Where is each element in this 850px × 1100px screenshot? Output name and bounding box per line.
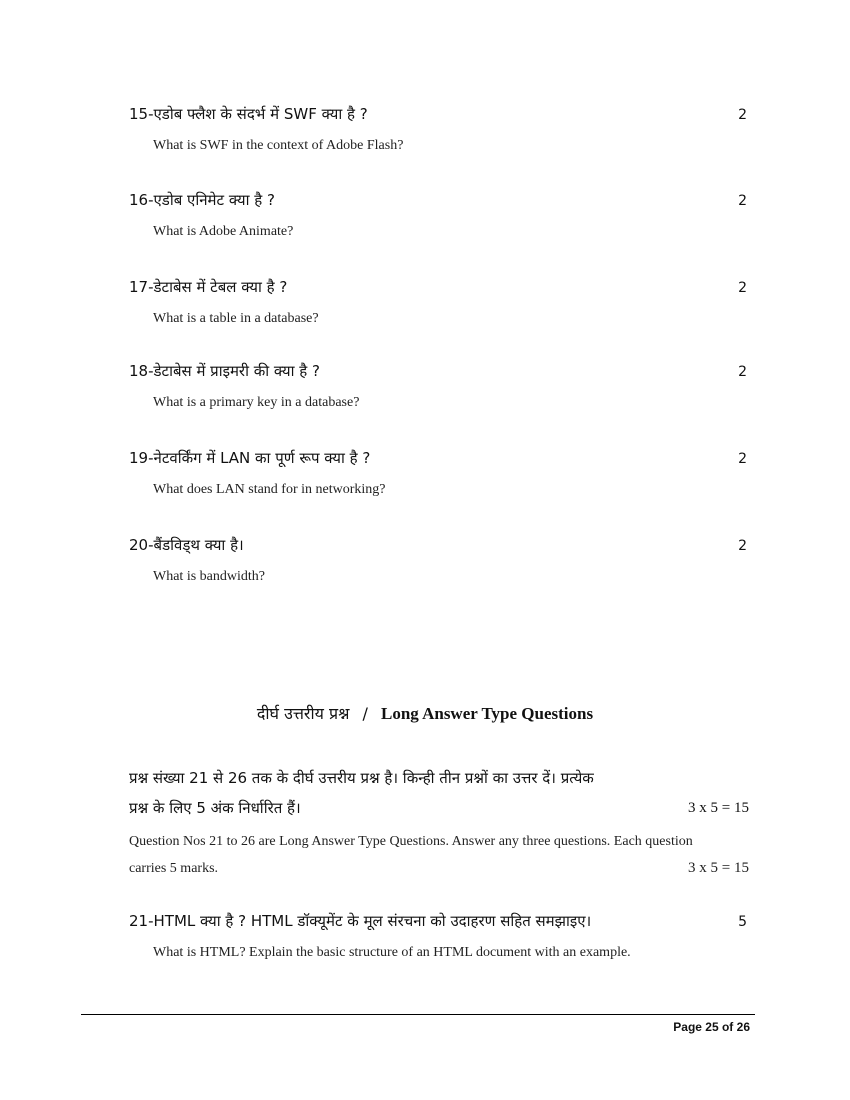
footer-rule xyxy=(81,1014,755,1015)
section-title-separator: / xyxy=(362,704,368,723)
question-marks: 2 xyxy=(738,364,747,380)
instructions-english-line1: Question Nos 21 to 26 are Long Answer Type Questions. Answer any three questions. Each question xyxy=(129,834,693,849)
question-hindi: 18-डेटाबेस में प्राइमरी की क्या है ? xyxy=(129,362,320,380)
question-hindi: 17-डेटाबेस में टेबल क्या है ? xyxy=(129,278,288,296)
question-hindi: 15-एडोब फ्लैश के संदर्भ में SWF क्या है ? xyxy=(129,105,368,123)
question-15 xyxy=(129,104,749,154)
question-marks: 2 xyxy=(738,451,747,467)
question-english: What is SWF in the context of Adobe Flash? xyxy=(153,138,404,153)
question-english: What does LAN stand for in networking? xyxy=(153,482,386,497)
instructions-hindi-line1: प्रश्न संख्या 21 से 26 तक के दीर्घ उत्तरीय प्रश्न है। किन्ही तीन प्रश्नों का उत्तर दें। प्रत्येक xyxy=(129,769,594,787)
question-marks: 2 xyxy=(738,538,747,554)
question-marks: 2 xyxy=(738,193,747,209)
question-english: What is a primary key in a database? xyxy=(153,395,360,410)
question-english: What is bandwidth? xyxy=(153,569,265,584)
question-hindi: 19-नेटवर्किंग में LAN का पूर्ण रूप क्या है ? xyxy=(129,449,371,467)
question-hindi: 20-बैंडविड्थ क्या है। xyxy=(129,536,244,554)
question-hindi: 16-एडोब एनिमेट क्या है ? xyxy=(129,191,275,209)
question-17 xyxy=(129,277,749,327)
section-title-english: Long Answer Type Questions xyxy=(380,704,594,723)
question-english: What is a table in a database? xyxy=(153,311,319,326)
question-18 xyxy=(129,361,749,411)
page-number: Page 25 of 26 xyxy=(673,1020,750,1034)
section-heading xyxy=(0,702,850,724)
question-marks: 5 xyxy=(738,914,747,930)
question-marks: 2 xyxy=(738,280,747,296)
instructions-hindi xyxy=(129,763,749,823)
instructions-english xyxy=(129,828,749,882)
section-title-hindi: दीर्घ उत्तरीय प्रश्न xyxy=(256,704,350,723)
instructions-hindi-line2: प्रश्न के लिए 5 अंक निर्धारित हैं। xyxy=(129,799,301,817)
question-english: What is HTML? Explain the basic structure of an HTML document with an example. xyxy=(153,945,631,960)
instructions-english-line2: carries 5 marks. xyxy=(129,861,219,876)
instructions-hindi-marks: 3 x 5 = 15 xyxy=(688,800,749,816)
question-20 xyxy=(129,535,749,585)
question-21 xyxy=(129,911,749,961)
question-hindi: 21-HTML क्या है ? HTML डॉक्यूमेंट के मूल संरचना को उदाहरण सहित समझाइए। xyxy=(129,912,592,930)
question-16 xyxy=(129,190,749,240)
question-marks: 2 xyxy=(738,107,747,123)
instructions-english-marks: 3 x 5 = 15 xyxy=(688,860,749,876)
question-19 xyxy=(129,448,749,498)
question-english: What is Adobe Animate? xyxy=(153,224,294,239)
